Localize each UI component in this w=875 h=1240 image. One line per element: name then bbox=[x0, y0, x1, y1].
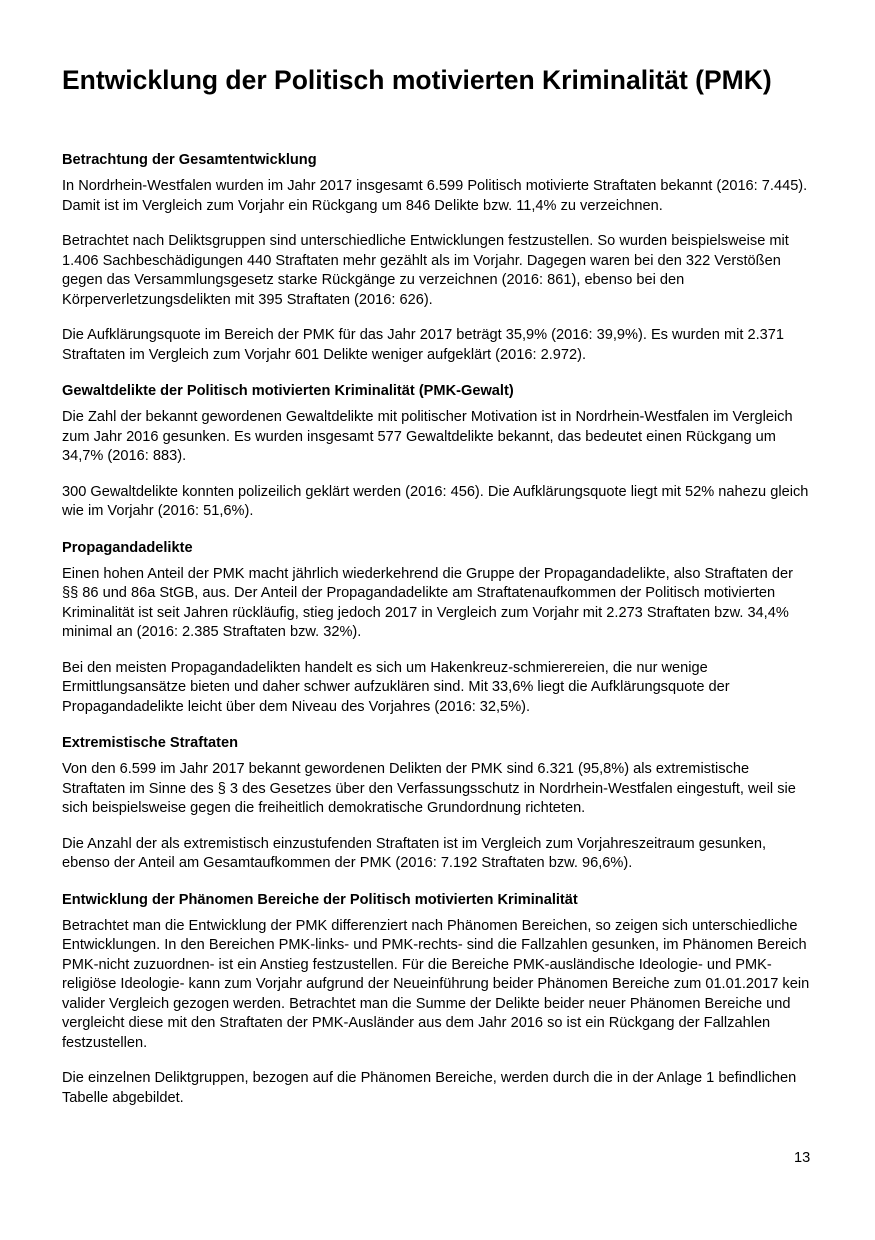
paragraph: 300 Gewaltdelikte konnten polizeilich geklärt werden (2016: 456). Die Aufklärungsquote liegt mit 52% nahezu gleich wie im Vorjahr (2016: 51,6%). bbox=[62, 483, 809, 519]
section-heading: Entwicklung der Phänomen Bereiche der Politisch motivierten Kriminalität bbox=[62, 891, 578, 908]
section-heading: Betrachtung der Gesamtentwicklung bbox=[62, 152, 317, 168]
section-heading: Propagandadelikte bbox=[62, 539, 193, 556]
paragraph: Betrachtet nach Deliktsgruppen sind unterschiedliche Entwicklungen festzustellen. So wurden beispielsweise mit 1.406 Sachbeschädigungen 440 Straftaten mehr gezählt als im Vorjahr. Dagegen waren bei den 322 Verstößen gegen das Versammlungsgesetz starke Rückgänge zu verzeichnen (2016: 861), ebenso bei den Körperverletzungsdelikten mit 395 Straftaten (2016: 626). bbox=[62, 233, 789, 308]
paragraph: Von den 6.599 im Jahr 2017 bekannt gewordenen Delikten der PMK sind 6.321 (95,8%) als extremistische Straftaten im Sinne des § 3 des Gesetzes über den Verfassungsschutz in Nordrhein-Westfalen eingestuft, weil sie sich beispielsweise gegen die freiheitlich demokratische Grundordnung richteten. bbox=[62, 761, 796, 816]
paragraph: In Nordrhein-Westfalen wurden im Jahr 2017 insgesamt 6.599 Politisch motivierte Straftaten bekannt (2016: 7.445). Damit ist im Vergleich zum Vorjahr ein Rückgang um 846 Delikte bzw. 11,4% zu verzeichnen. bbox=[62, 178, 808, 214]
paragraph: Die Zahl der bekannt gewordenen Gewaltdelikte mit politischer Motivation ist in Nordrhein-Westfalen im Vergleich zum Jahr 2016 gesunken. Es wurden insgesamt 577 Gewaltdelikte bekannt, das bedeutet einen Rückgang um 34,7% (2016: 883). bbox=[62, 409, 793, 464]
paragraph: Die Aufklärungsquote im Bereich der PMK für das Jahr 2017 beträgt 35,9% (2016: 39,9%). Es wurden mit 2.371 Straftaten im Vergleich zum Vorjahr 601 Delikte weniger aufgeklärt (2016: 2.972). bbox=[62, 327, 784, 363]
paragraph: Einen hohen Anteil der PMK macht jährlich wiederkehrend die Gruppe der Propagandadelikte, also Straftaten der §§ 86 und 86a StGB, aus. Der Anteil der Propagandadelikte am Straftatenaufkommen der Politisch motivierten Kriminalität ist seit Jahren rückläufig, stieg jedoch 2017 in Vergleich zum Vorjahr mit 2.273 Straftaten bzw. 34,4% minimal an (2016: 2.385 Straftaten bzw. 32%). bbox=[62, 565, 793, 640]
document-body bbox=[62, 150, 812, 1124]
section-propagandadelikte bbox=[62, 538, 812, 718]
page-title: Entwicklung der Politisch motivierten Kriminalität (PMK) bbox=[62, 65, 772, 95]
section-gesamtentwicklung bbox=[62, 150, 812, 365]
paragraph: Betrachtet man die Entwicklung der PMK differenziert nach Phänomen Bereichen, so zeigen sich unterschiedliche Entwicklungen. In den Bereichen PMK-links- und PMK-rechts- sind die Fallzahlen gesunken, im Phänomen Bereich PMK-nicht zuzuordnen- ist ein Anstieg festzustellen. Für die Bereiche PMK-ausländische Ideologie- und PMK-religiöse Ideologie- kann zum Vorjahr aufgrund der Neueinführung beider Phänomen Bereiche zum 01.01.2017 kein valider Vergleich gezogen werden. Betrachtet man die Summe der Delikte beider neuer Phänomen Bereiche und vergleicht diese mit den Straftaten der PMK-Ausländer aus dem Jahr 2016 so ist ein Rückgang der Fallzahlen festzustellen. bbox=[62, 917, 810, 1051]
section-extremistische-straftaten bbox=[62, 733, 812, 874]
section-phaenomen-bereiche bbox=[62, 890, 812, 1109]
section-gewaltdelikte bbox=[62, 381, 812, 522]
page-number: 13 bbox=[794, 1150, 811, 1166]
section-heading: Extremistische Straftaten bbox=[62, 735, 239, 751]
paragraph: Bei den meisten Propagandadelikten handelt es sich um Hakenkreuz-schmierereien, die nur wenige Ermittlungsansätze bieten und daher schwer aufzuklären sind. Mit 33,6% liegt die Aufklärungsquote der Propagandadelikte leicht über dem Niveau des Vorjahres (2016: 32,5%). bbox=[62, 659, 730, 715]
paragraph: Die einzelnen Deliktgruppen, bezogen auf die Phänomen Bereiche, werden durch die in der Anlage 1 befindlichen Tabelle abgebildet. bbox=[62, 1070, 797, 1106]
section-heading: Gewaltdelikte der Politisch motivierten Kriminalität (PMK-Gewalt) bbox=[62, 383, 514, 399]
paragraph: Die Anzahl der als extremistisch einzustufenden Straftaten ist im Vergleich zum Vorjahreszeitraum gesunken, ebenso der Anteil am Gesamtaufkommen der PMK (2016: 7.192 Straftaten bzw. 96,6%). bbox=[62, 835, 767, 871]
